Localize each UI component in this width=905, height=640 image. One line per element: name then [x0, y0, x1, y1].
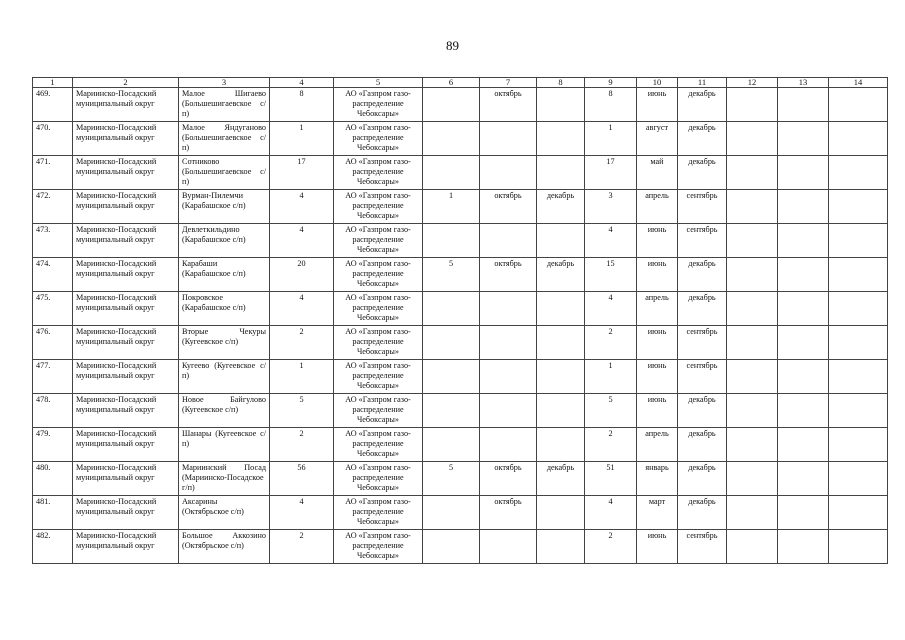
organization-cell: АО «Газпром газо-распределение Чебоксары»: [334, 462, 423, 496]
start-month-stage2-cell: июнь: [637, 88, 678, 122]
row-number-cell: 469.: [33, 88, 73, 122]
count-stage2-cell: 5: [585, 394, 637, 428]
settlement-cell: Аксарины (Октябрьское с/п): [179, 496, 270, 530]
count-total-cell: 2: [270, 428, 334, 462]
start-month-stage2-cell: апрель: [637, 190, 678, 224]
column-14-cell: [829, 462, 888, 496]
start-month-stage2-cell: июнь: [637, 394, 678, 428]
end-month-stage1-cell: [537, 530, 585, 564]
column-number-row: [33, 78, 888, 88]
row-number-cell: 471.: [33, 156, 73, 190]
start-month-stage1-cell: [480, 428, 537, 462]
end-month-stage2-cell: сентябрь: [678, 326, 727, 360]
count-total-cell: 20: [270, 258, 334, 292]
organization-cell: АО «Газпром газо-распределение Чебоксары»: [334, 428, 423, 462]
table-body: [33, 78, 888, 564]
count-stage1-cell: [423, 360, 480, 394]
count-total-cell: 4: [270, 224, 334, 258]
column-13-cell: [778, 292, 829, 326]
settlement-cell: Вурман-Пилемчи (Карабашское с/п): [179, 190, 270, 224]
end-month-stage1-cell: [537, 122, 585, 156]
count-total-cell: 2: [270, 530, 334, 564]
table-row: [33, 394, 888, 428]
end-month-stage2-cell: декабрь: [678, 496, 727, 530]
count-stage1-cell: [423, 156, 480, 190]
start-month-stage1-cell: [480, 326, 537, 360]
column-14-cell: [829, 88, 888, 122]
start-month-stage1-cell: [480, 224, 537, 258]
start-month-stage1-cell: октябрь: [480, 462, 537, 496]
start-month-stage1-cell: [480, 156, 537, 190]
settlement-cell: Малое Шигаево (Большешигаевское с/п): [179, 88, 270, 122]
row-number-cell: 472.: [33, 190, 73, 224]
count-stage2-cell: 51: [585, 462, 637, 496]
column-13-cell: [778, 530, 829, 564]
organization-cell: АО «Газпром газо-распределение Чебоксары»: [334, 360, 423, 394]
end-month-stage2-cell: сентябрь: [678, 360, 727, 394]
count-stage2-cell: 4: [585, 496, 637, 530]
column-header: 13: [778, 78, 829, 88]
table-row: [33, 122, 888, 156]
column-12-cell: [727, 360, 778, 394]
organization-cell: АО «Газпром газо-распределение Чебоксары»: [334, 258, 423, 292]
count-stage2-cell: 2: [585, 428, 637, 462]
district-cell: Мариинско-Посадский муниципальный округ: [73, 428, 179, 462]
settlement-cell: Покровское (Карабашское с/п): [179, 292, 270, 326]
end-month-stage1-cell: [537, 326, 585, 360]
count-stage1-cell: [423, 428, 480, 462]
settlement-cell: Кугеево (Кугеевское с/п): [179, 360, 270, 394]
organization-cell: АО «Газпром газо-распределение Чебоксары»: [334, 326, 423, 360]
district-cell: Мариинско-Посадский муниципальный округ: [73, 496, 179, 530]
column-13-cell: [778, 462, 829, 496]
district-cell: Мариинско-Посадский муниципальный округ: [73, 462, 179, 496]
column-12-cell: [727, 496, 778, 530]
start-month-stage1-cell: октябрь: [480, 258, 537, 292]
district-cell: Мариинско-Посадский муниципальный округ: [73, 224, 179, 258]
count-stage1-cell: 1: [423, 190, 480, 224]
start-month-stage1-cell: [480, 292, 537, 326]
end-month-stage2-cell: декабрь: [678, 394, 727, 428]
start-month-stage2-cell: июнь: [637, 224, 678, 258]
end-month-stage2-cell: декабрь: [678, 462, 727, 496]
row-number-cell: 473.: [33, 224, 73, 258]
column-13-cell: [778, 258, 829, 292]
start-month-stage1-cell: [480, 122, 537, 156]
table-row: [33, 156, 888, 190]
column-13-cell: [778, 496, 829, 530]
column-12-cell: [727, 292, 778, 326]
column-14-cell: [829, 292, 888, 326]
start-month-stage2-cell: июнь: [637, 326, 678, 360]
column-13-cell: [778, 394, 829, 428]
column-14-cell: [829, 122, 888, 156]
column-14-cell: [829, 530, 888, 564]
end-month-stage1-cell: декабрь: [537, 258, 585, 292]
table-row: [33, 530, 888, 564]
organization-cell: АО «Газпром газо-распределение Чебоксары»: [334, 496, 423, 530]
column-12-cell: [727, 156, 778, 190]
end-month-stage1-cell: [537, 88, 585, 122]
page-number: 89: [446, 38, 459, 53]
end-month-stage2-cell: сентябрь: [678, 530, 727, 564]
district-cell: Мариинско-Посадский муниципальный округ: [73, 530, 179, 564]
row-number-cell: 477.: [33, 360, 73, 394]
start-month-stage1-cell: [480, 394, 537, 428]
count-total-cell: 1: [270, 122, 334, 156]
row-number-cell: 470.: [33, 122, 73, 156]
column-13-cell: [778, 360, 829, 394]
start-month-stage2-cell: апрель: [637, 428, 678, 462]
table-row: [33, 224, 888, 258]
row-number-cell: 478.: [33, 394, 73, 428]
count-stage2-cell: 8: [585, 88, 637, 122]
start-month-stage2-cell: январь: [637, 462, 678, 496]
table-row: [33, 462, 888, 496]
count-stage2-cell: 2: [585, 326, 637, 360]
column-13-cell: [778, 224, 829, 258]
end-month-stage1-cell: [537, 224, 585, 258]
count-stage2-cell: 1: [585, 360, 637, 394]
organization-cell: АО «Газпром газо-распределение Чебоксары»: [334, 394, 423, 428]
count-stage2-cell: 4: [585, 224, 637, 258]
row-number-cell: 481.: [33, 496, 73, 530]
row-number-cell: 476.: [33, 326, 73, 360]
settlement-cell: Новое Байгулово (Кугеевское с/п): [179, 394, 270, 428]
column-12-cell: [727, 190, 778, 224]
column-header: 1: [33, 78, 73, 88]
gasification-table: [32, 77, 888, 564]
organization-cell: АО «Газпром газо-распределение Чебоксары»: [334, 530, 423, 564]
end-month-stage1-cell: [537, 394, 585, 428]
table-row: [33, 360, 888, 394]
table-row: [33, 428, 888, 462]
settlement-cell: Вторые Чекуры (Кугеевское с/п): [179, 326, 270, 360]
column-header: 7: [480, 78, 537, 88]
end-month-stage1-cell: [537, 496, 585, 530]
column-12-cell: [727, 224, 778, 258]
column-14-cell: [829, 394, 888, 428]
start-month-stage2-cell: апрель: [637, 292, 678, 326]
column-13-cell: [778, 88, 829, 122]
column-14-cell: [829, 326, 888, 360]
column-14-cell: [829, 156, 888, 190]
district-cell: Мариинско-Посадский муниципальный округ: [73, 360, 179, 394]
row-number-cell: 480.: [33, 462, 73, 496]
end-month-stage2-cell: декабрь: [678, 156, 727, 190]
organization-cell: АО «Газпром газо-распределение Чебоксары»: [334, 122, 423, 156]
end-month-stage2-cell: декабрь: [678, 88, 727, 122]
organization-cell: АО «Газпром газо-распределение Чебоксары»: [334, 156, 423, 190]
start-month-stage1-cell: октябрь: [480, 190, 537, 224]
settlement-cell: Девлеткильдино (Карабашское с/п): [179, 224, 270, 258]
start-month-stage2-cell: август: [637, 122, 678, 156]
column-13-cell: [778, 190, 829, 224]
start-month-stage2-cell: май: [637, 156, 678, 190]
count-stage1-cell: [423, 122, 480, 156]
column-header: 11: [678, 78, 727, 88]
column-12-cell: [727, 394, 778, 428]
count-total-cell: 4: [270, 292, 334, 326]
count-stage2-cell: 2: [585, 530, 637, 564]
column-header: 2: [73, 78, 179, 88]
column-13-cell: [778, 156, 829, 190]
row-number-cell: 479.: [33, 428, 73, 462]
column-13-cell: [778, 428, 829, 462]
end-month-stage2-cell: декабрь: [678, 122, 727, 156]
count-stage1-cell: 5: [423, 258, 480, 292]
count-stage2-cell: 15: [585, 258, 637, 292]
column-14-cell: [829, 496, 888, 530]
settlement-cell: Карабаши (Карабашское с/п): [179, 258, 270, 292]
column-header: 10: [637, 78, 678, 88]
column-header: 4: [270, 78, 334, 88]
start-month-stage1-cell: октябрь: [480, 88, 537, 122]
end-month-stage1-cell: [537, 428, 585, 462]
district-cell: Мариинско-Посадский муниципальный округ: [73, 190, 179, 224]
count-stage1-cell: 5: [423, 462, 480, 496]
column-header: 6: [423, 78, 480, 88]
settlement-cell: Мариинский Посад (Мариинско-Посадское г/п): [179, 462, 270, 496]
end-month-stage1-cell: [537, 360, 585, 394]
end-month-stage2-cell: сентябрь: [678, 190, 727, 224]
district-cell: Мариинско-Посадский муниципальный округ: [73, 122, 179, 156]
district-cell: Мариинско-Посадский муниципальный округ: [73, 394, 179, 428]
count-total-cell: 8: [270, 88, 334, 122]
end-month-stage1-cell: декабрь: [537, 462, 585, 496]
table-row: [33, 292, 888, 326]
end-month-stage2-cell: декабрь: [678, 292, 727, 326]
count-stage1-cell: [423, 292, 480, 326]
count-stage1-cell: [423, 326, 480, 360]
column-header: 5: [334, 78, 423, 88]
end-month-stage2-cell: сентябрь: [678, 224, 727, 258]
row-number-cell: 474.: [33, 258, 73, 292]
count-stage2-cell: 17: [585, 156, 637, 190]
start-month-stage1-cell: октябрь: [480, 496, 537, 530]
column-13-cell: [778, 326, 829, 360]
start-month-stage1-cell: [480, 530, 537, 564]
column-12-cell: [727, 88, 778, 122]
count-stage2-cell: 3: [585, 190, 637, 224]
column-header: 3: [179, 78, 270, 88]
column-12-cell: [727, 122, 778, 156]
table-row: [33, 258, 888, 292]
column-14-cell: [829, 258, 888, 292]
organization-cell: АО «Газпром газо-распределение Чебоксары»: [334, 292, 423, 326]
district-cell: Мариинско-Посадский муниципальный округ: [73, 88, 179, 122]
count-stage1-cell: [423, 530, 480, 564]
column-header: 12: [727, 78, 778, 88]
row-number-cell: 475.: [33, 292, 73, 326]
column-header: 14: [829, 78, 888, 88]
count-stage1-cell: [423, 496, 480, 530]
end-month-stage1-cell: [537, 292, 585, 326]
count-total-cell: 1: [270, 360, 334, 394]
settlement-cell: Большое Аккозино (Октябрьское с/п): [179, 530, 270, 564]
column-13-cell: [778, 122, 829, 156]
count-total-cell: 4: [270, 496, 334, 530]
organization-cell: АО «Газпром газо-распределение Чебоксары»: [334, 190, 423, 224]
column-14-cell: [829, 428, 888, 462]
count-total-cell: 56: [270, 462, 334, 496]
district-cell: Мариинско-Посадский муниципальный округ: [73, 258, 179, 292]
count-stage1-cell: [423, 88, 480, 122]
column-12-cell: [727, 258, 778, 292]
organization-cell: АО «Газпром газо-распределение Чебоксары»: [334, 88, 423, 122]
count-stage2-cell: 1: [585, 122, 637, 156]
table-row: [33, 190, 888, 224]
column-12-cell: [727, 326, 778, 360]
count-stage1-cell: [423, 394, 480, 428]
column-header: 9: [585, 78, 637, 88]
table-row: [33, 88, 888, 122]
start-month-stage2-cell: июнь: [637, 360, 678, 394]
column-12-cell: [727, 530, 778, 564]
settlement-cell: Малое Яндуганово (Большешигаевское с/п): [179, 122, 270, 156]
count-stage1-cell: [423, 224, 480, 258]
end-month-stage2-cell: декабрь: [678, 258, 727, 292]
row-number-cell: 482.: [33, 530, 73, 564]
start-month-stage1-cell: [480, 360, 537, 394]
end-month-stage1-cell: декабрь: [537, 190, 585, 224]
end-month-stage2-cell: декабрь: [678, 428, 727, 462]
table-row: [33, 496, 888, 530]
count-total-cell: 2: [270, 326, 334, 360]
column-header: 8: [537, 78, 585, 88]
count-total-cell: 17: [270, 156, 334, 190]
table-row: [33, 326, 888, 360]
start-month-stage2-cell: июнь: [637, 258, 678, 292]
start-month-stage2-cell: июнь: [637, 530, 678, 564]
settlement-cell: Шанары (Кугеевское с/п): [179, 428, 270, 462]
column-12-cell: [727, 462, 778, 496]
district-cell: Мариинско-Посадский муниципальный округ: [73, 156, 179, 190]
column-14-cell: [829, 190, 888, 224]
settlement-cell: Сотниково (Большешигаевское с/п): [179, 156, 270, 190]
column-12-cell: [727, 428, 778, 462]
start-month-stage2-cell: март: [637, 496, 678, 530]
count-total-cell: 5: [270, 394, 334, 428]
organization-cell: АО «Газпром газо-распределение Чебоксары»: [334, 224, 423, 258]
column-14-cell: [829, 360, 888, 394]
end-month-stage1-cell: [537, 156, 585, 190]
district-cell: Мариинско-Посадский муниципальный округ: [73, 292, 179, 326]
count-total-cell: 4: [270, 190, 334, 224]
column-14-cell: [829, 224, 888, 258]
district-cell: Мариинско-Посадский муниципальный округ: [73, 326, 179, 360]
count-stage2-cell: 4: [585, 292, 637, 326]
